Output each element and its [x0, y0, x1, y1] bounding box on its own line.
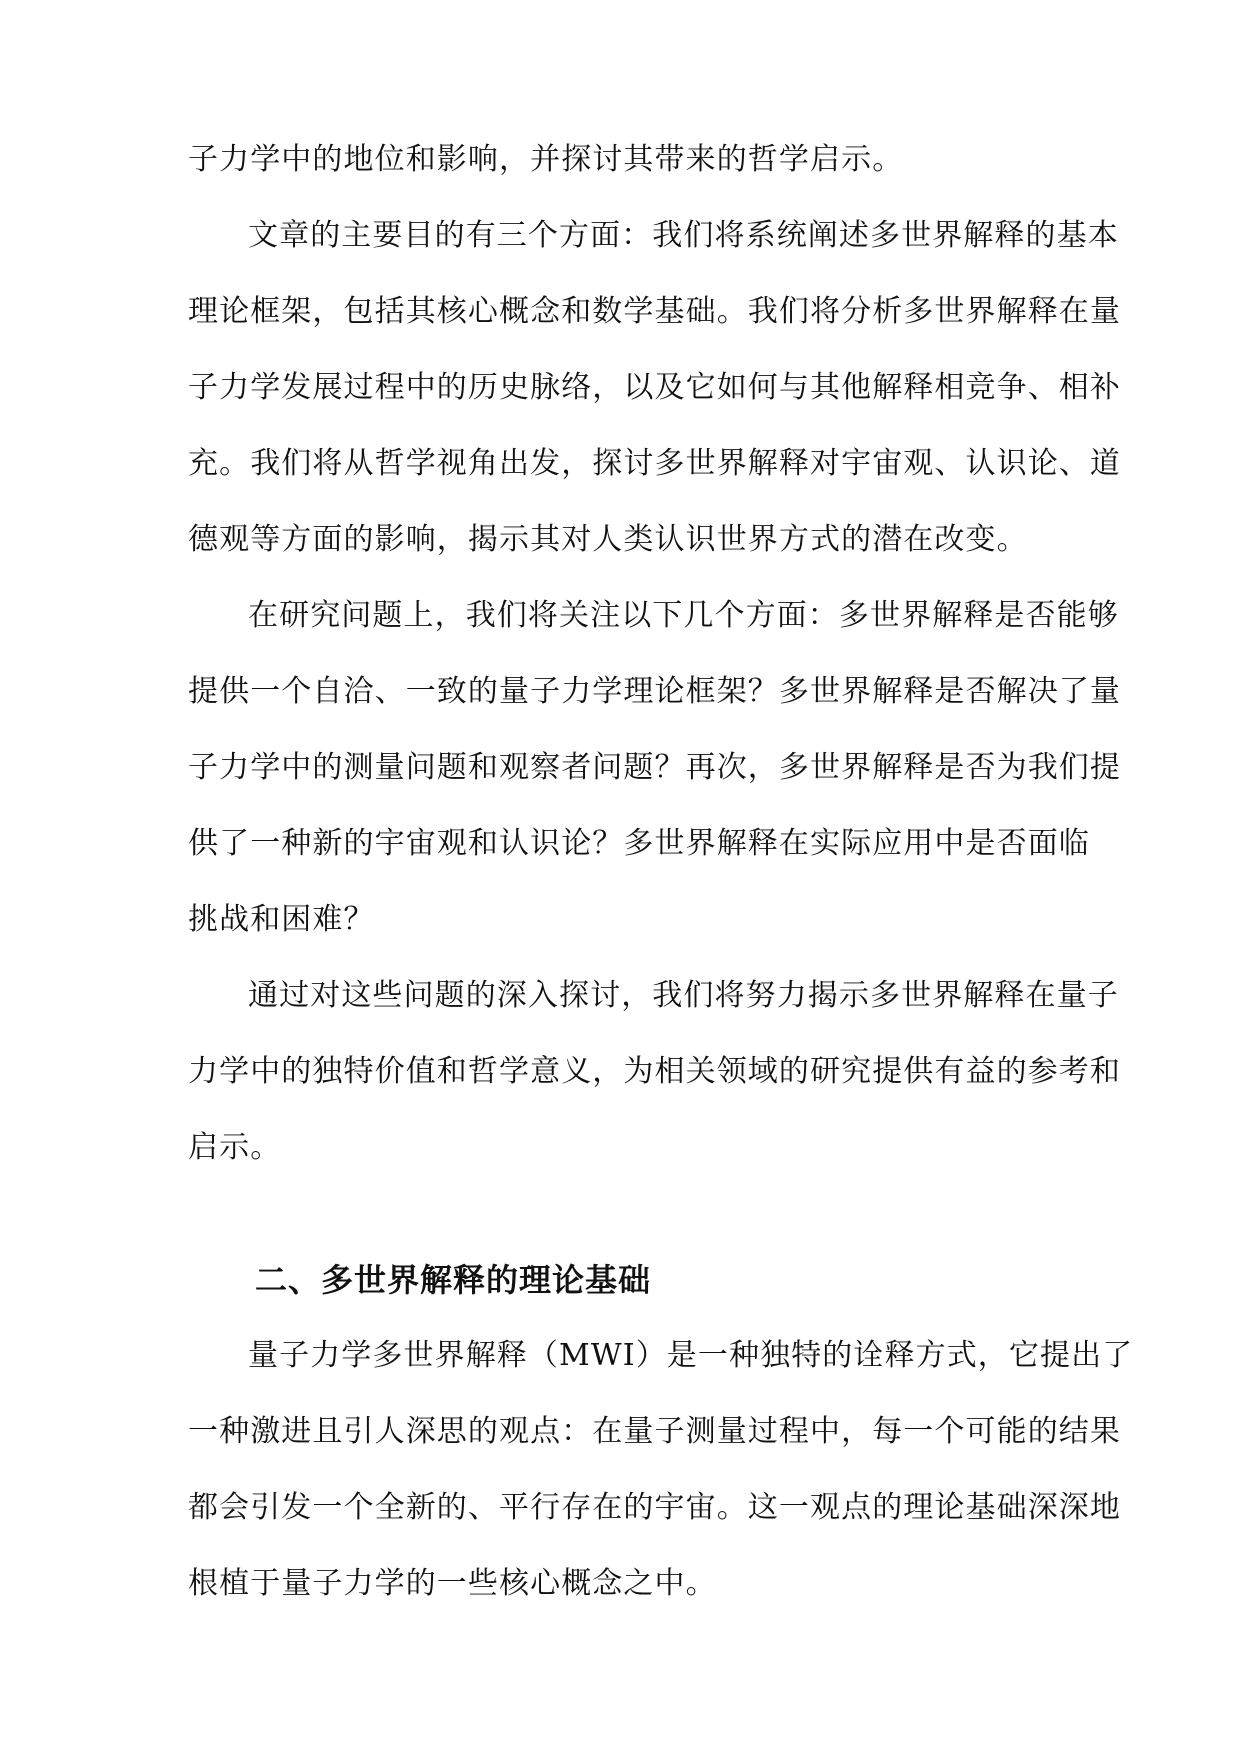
section-heading: 二、多世界解释的理论基础: [255, 1261, 652, 1299]
text-line: 一种激进且引人深思的观点：在量子测量过程中，每一个可能的结果: [188, 1414, 1121, 1449]
paragraph-mwi-intro: [188, 1318, 1134, 1622]
text-line: 德观等方面的影响，揭示其对人类认识世界方式的潜在改变。: [188, 522, 1028, 557]
paragraph-conclusion: [188, 958, 1121, 1186]
text-line: 启示。: [188, 1130, 282, 1165]
text-line: 理论框架，包括其核心概念和数学基础。我们将分析多世界解释在量: [188, 294, 1121, 329]
paragraph-purpose: [188, 198, 1121, 578]
text-line: 力学中的独特价值和哲学意义，为相关领域的研究提供有益的参考和: [188, 1054, 1121, 1089]
text-line: 提供一个自洽、一致的量子力学理论框架？多世界解释是否解决了量: [188, 674, 1121, 709]
text-line: 供了一种新的宇宙观和认识论？多世界解释在实际应用中是否面临: [188, 826, 1090, 861]
text-line: 通过对这些问题的深入探讨，我们将努力揭示多世界解释在量子: [248, 978, 1119, 1013]
text-line: 文章的主要目的有三个方面：我们将系统阐述多世界解释的基本: [248, 218, 1119, 253]
text-line: 挑战和困难？: [188, 902, 375, 937]
text-line: 子力学中的地位和影响，并探讨其带来的哲学启示。: [188, 142, 904, 177]
paragraph-research-questions: [188, 578, 1121, 958]
text-line: 量子力学多世界解释（MWI）是一种独特的诠释方式，它提出了: [248, 1338, 1134, 1373]
text-line: 充。我们将从哲学视角出发，探讨多世界解释对宇宙观、认识论、道: [188, 446, 1121, 481]
text-line: 子力学中的测量问题和观察者问题？再次，多世界解释是否为我们提: [188, 750, 1121, 785]
text-line: 子力学发展过程中的历史脉络，以及它如何与其他解释相竞争、相补: [188, 370, 1121, 405]
text-line: 在研究问题上，我们将关注以下几个方面：多世界解释是否能够: [248, 598, 1119, 633]
paragraph-continuation: [188, 122, 1068, 198]
text-line: 根植于量子力学的一些核心概念之中。: [188, 1566, 717, 1601]
text-line: 都会引发一个全新的、平行存在的宇宙。这一观点的理论基础深深地: [188, 1490, 1121, 1525]
